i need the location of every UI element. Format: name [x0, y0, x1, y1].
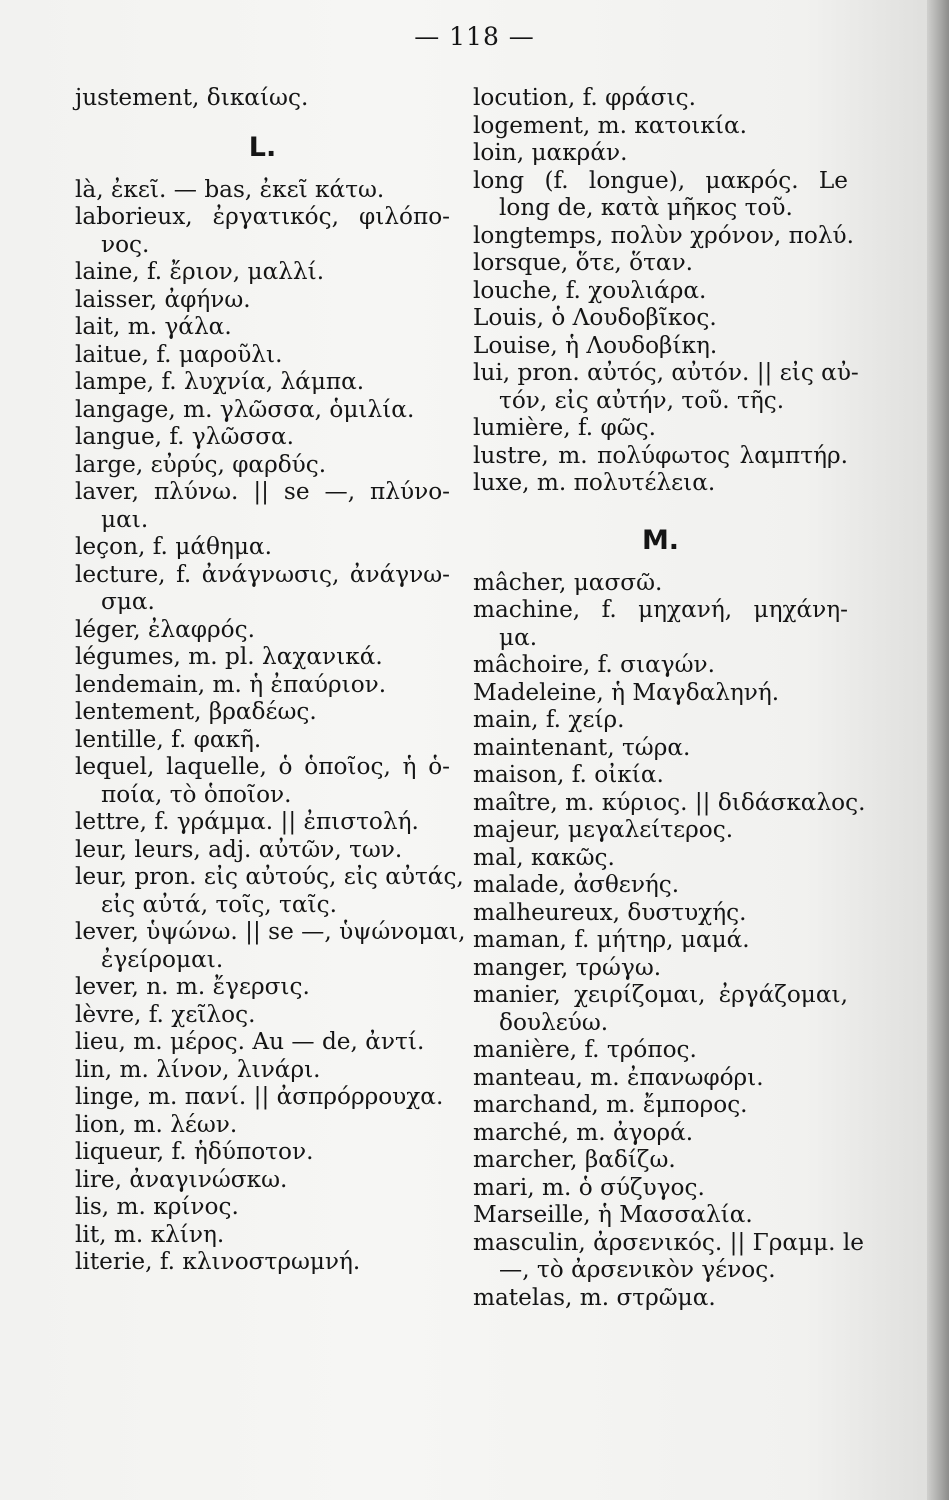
dictionary-entry: luxe, m. πολυτέλεια.	[473, 469, 716, 496]
entry-continuation-line: long de, κατὰ μῆκος τοῦ.	[499, 194, 793, 221]
dictionary-entry: marcher, βαδίζω.	[473, 1146, 676, 1173]
dictionary-entry: manger, τρώγω.	[473, 953, 662, 981]
dictionary-entry: langue, f. γλῶσσα.	[75, 423, 295, 450]
dictionary-entry: langage, m. γλῶσσα, ὁμιλία.	[75, 395, 415, 423]
dictionary-entry: leur, leurs, adj. αὐτῶν, των.	[75, 835, 403, 863]
entry-continuation-line: μαι.	[101, 505, 149, 533]
dictionary-entry: lait, m. γάλα.	[75, 313, 232, 340]
dictionary-entry: logement, m. κατοικία.	[473, 111, 748, 139]
dictionary-entry: laborieux, ἐργατικός, φιλόπο-	[75, 203, 450, 230]
dictionary-entry: marchand, m. ἔμπορος.	[473, 1091, 748, 1118]
dictionary-entry: leçon, f. μάθημα.	[75, 533, 272, 560]
dictionary-entry: lis, m. κρίνος.	[75, 1193, 239, 1220]
dictionary-entry: maintenant, τώρα.	[473, 733, 691, 761]
entry-continuation-line: ποία, τὸ ὁποῖον.	[101, 780, 292, 808]
dictionary-entry: machine, f. μηχανή, μηχάνη-	[473, 596, 848, 623]
dictionary-entry: matelas, m. στρῶμα.	[473, 1283, 716, 1311]
dictionary-entry: lecture, f. ἀνάγνωσις, ἀνάγνω-	[75, 560, 450, 588]
dictionary-entry: mâchoire, f. σιαγών.	[473, 651, 715, 678]
dictionary-entry: malheureux, δυστυχής.	[473, 898, 747, 926]
dictionary-entry: mâcher, μασσῶ.	[473, 568, 663, 596]
dictionary-entry: léger, ἐλαφρός.	[75, 615, 255, 643]
section-letter-heading: M.	[641, 524, 680, 556]
dictionary-entry: manier, χειρίζομαι, ἐργάζομαι,	[473, 981, 848, 1008]
dictionary-entry: longtemps, πολὺν χρόνον, πολύ.	[473, 221, 855, 249]
dictionary-entry: lequel, laquelle, ὁ ὁποῖος, ἡ ὁ-	[75, 753, 450, 780]
page-number: — 118 —	[414, 22, 535, 51]
dictionary-entry: mal, κακῶς.	[473, 843, 615, 871]
dictionary-entry: manteau, m. ἐπανωφόρι.	[473, 1063, 764, 1091]
dictionary-entry: laver, πλύνω. || se —, πλύνο-	[75, 478, 450, 505]
dictionary-entry: maître, m. κύριος. || διδάσκαλος.	[473, 788, 866, 816]
dictionary-entry: lin, m. λίνον, λινάρι.	[75, 1055, 321, 1083]
dictionary-entry: Louise, ἡ Λουδοβίκη.	[473, 331, 718, 359]
dictionary-entry: lentement, βραδέως.	[75, 698, 317, 725]
dictionary-entry: long (f. longue), μακρός. Le	[473, 166, 848, 194]
left-column	[75, 84, 466, 1276]
dictionary-entry: masculin, ἀρσενικός. || Γραμμ. le	[473, 1228, 865, 1256]
entry-continuation-line: μα.	[499, 623, 538, 651]
dictionary-entry: lèvre, f. χεῖλος.	[75, 1000, 256, 1028]
dictionary-entry: maison, f. οἰκία.	[473, 761, 664, 788]
dictionary-entry: lampe, f. λυχνία, λάμπα.	[75, 368, 365, 395]
entry-continuation-line: δουλεύω.	[499, 1008, 609, 1036]
entry-continuation-line: σμα.	[101, 588, 155, 615]
dictionary-entry: maman, f. μήτηρ, μαμά.	[473, 926, 750, 953]
dictionary-entry: légumes, m. pl. λαχανικά.	[75, 643, 383, 670]
dictionary-entry: lieu, m. μέρος. Au — de, ἀντί.	[75, 1028, 425, 1055]
dictionary-entry: lit, m. κλίνη.	[75, 1220, 225, 1248]
dictionary-entry: Madeleine, ἡ Μαγδαληνή.	[473, 678, 780, 706]
page-edge-shadow	[927, 0, 949, 1500]
right-column	[473, 84, 866, 1311]
dictionary-entry: lumière, f. φῶς.	[473, 414, 657, 441]
dictionary-entry: lire, ἀναγινώσκω.	[75, 1165, 288, 1193]
dictionary-entry: Louis, ὁ Λουδοβῖκος.	[473, 304, 717, 331]
dictionary-entry: locution, f. φράσις.	[473, 84, 696, 111]
dictionary-entry: main, f. χείρ.	[473, 706, 625, 733]
dictionary-entry: là, ἐκεῖ. — bas, ἐκεῖ κάτω.	[75, 175, 385, 203]
dictionary-entry: loin, μακράν.	[473, 139, 628, 166]
dictionary-entry: laitue, f. μαροῦλι.	[75, 340, 283, 368]
entry-continuation-line: —, τὸ ἀρσενικὸν γένος.	[499, 1256, 776, 1283]
dictionary-entry: marché, m. ἀγορά.	[473, 1118, 694, 1146]
entry-continuation-line: εἰς αὐτά, τοῖς, ταῖς.	[101, 890, 337, 918]
section-letter-heading: L.	[248, 131, 277, 163]
entry-continuation-line: ἐγείρομαι.	[101, 945, 224, 973]
dictionary-entry: laisser, ἀφήνω.	[75, 285, 251, 313]
dictionary-entry: malade, ἀσθενής.	[473, 871, 680, 898]
dictionary-entry: lettre, f. γράμμα. || ἐπιστολή.	[75, 808, 419, 835]
dictionary-entry: leur, pron. εἰς αὐτούς, εἰς αὐτάς,	[75, 863, 464, 890]
dictionary-entry: lui, pron. αὐτός, αὐτόν. || εἰς αὐ-	[473, 359, 859, 386]
dictionary-entry: majeur, μεγαλείτερος.	[473, 816, 734, 843]
dictionary-entry: linge, m. πανί. || ἀσπρόρρουχα.	[75, 1083, 444, 1110]
entry-continuation-line: τόν, εἰς αὐτήν, τοῦ. τῆς.	[499, 386, 785, 414]
entry-continuation-line: νος.	[101, 230, 150, 258]
dictionary-entry: lever, n. m. ἔγερσις.	[75, 973, 310, 1000]
dictionary-entry: Marseille, ἡ Μασσαλία.	[473, 1201, 753, 1228]
dictionary-entry: lion, m. λέων.	[75, 1110, 238, 1138]
dictionary-entry: lentille, f. φακῆ.	[75, 725, 262, 753]
dictionary-entry: lustre, m. πολύφωτος λαμπτήρ.	[473, 441, 848, 469]
dictionary-entry: manière, f. τρόπος.	[473, 1036, 697, 1063]
dictionary-entry: louche, f. χουλιάρα.	[473, 276, 707, 304]
dictionary-entry: liqueur, f. ἡδύποτον.	[75, 1138, 314, 1165]
dictionary-entry: mari, m. ὁ σύζυγος.	[473, 1173, 705, 1201]
dictionary-entry: laine, f. ἔριον, μαλλί.	[75, 258, 325, 285]
dictionary-entry: literie, f. κλινοστρωμνή.	[75, 1248, 361, 1275]
dictionary-entry: lever, ὑψώνω. || se —, ὑψώνομαι,	[75, 918, 466, 945]
dictionary-entry: lendemain, m. ἡ ἐπαύριον.	[75, 670, 387, 698]
dictionary-entry: large, εὐρύς, φαρδύς.	[75, 450, 327, 478]
dictionary-entry: justement, δικαίως.	[75, 84, 309, 111]
dictionary-entry: lorsque, ὅτε, ὅταν.	[473, 249, 694, 276]
